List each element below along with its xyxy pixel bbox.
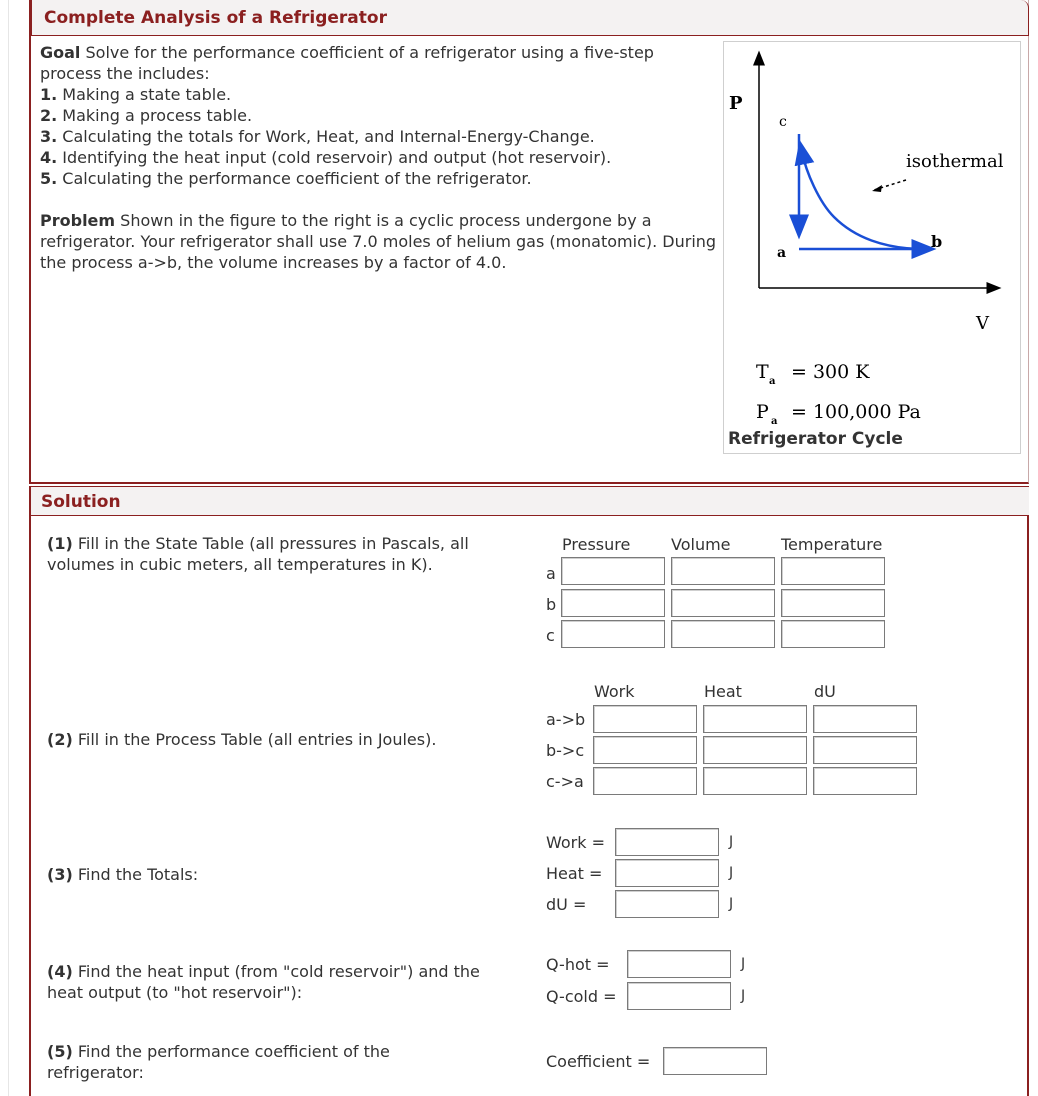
goal-step-num: 4.	[40, 148, 58, 167]
step-number: (1)	[47, 534, 73, 553]
process-bc-du-input[interactable]	[813, 736, 917, 764]
process-ca-du-input[interactable]	[813, 767, 917, 795]
goal-step-num: 5.	[40, 169, 58, 188]
pa-value: = 100,000 Pa	[791, 401, 921, 423]
goal-label: Goal	[40, 43, 81, 62]
ta-subscript: a	[769, 376, 776, 387]
point-b-label: b	[931, 232, 943, 251]
total-du-unit: J	[729, 896, 734, 912]
q-cold-label: Q-cold =	[546, 987, 617, 1006]
state-a-temperature-input[interactable]	[781, 557, 885, 585]
problem-section	[40, 210, 720, 273]
state-row-a-label: a	[546, 564, 556, 583]
process-col-work: Work	[594, 682, 635, 701]
step-text: Fill in the Process Table (all entries in Joules).	[72, 730, 437, 749]
state-col-temperature: Temperature	[781, 535, 883, 554]
goal-step-num: 3.	[40, 127, 58, 146]
pa-subscript: a	[771, 416, 778, 427]
volume-factor-value: 4.0	[475, 253, 502, 272]
goal-step-text: Calculating the performance coefficient of the refrigerator.	[57, 169, 532, 188]
step-text: Fill in the State Table (all pressures in Pascals, all volumes in cubic meters, all temperatures in K).	[47, 534, 469, 574]
isothermal-label: isothermal	[906, 151, 1004, 172]
step3-instructions	[47, 864, 527, 885]
step-text: Find the heat input (from "cold reservoir") and the heat output (to "hot reservoir"):	[47, 962, 480, 1002]
process-ca-work-input[interactable]	[593, 767, 697, 795]
q-hot-unit: J	[741, 956, 746, 972]
ta-value: = 300 K	[791, 361, 870, 383]
total-du-label: dU =	[546, 895, 587, 914]
process-ab-du-input[interactable]	[813, 705, 917, 733]
state-col-volume: Volume	[671, 535, 731, 554]
q-cold-input[interactable]	[627, 982, 731, 1010]
state-b-temperature-input[interactable]	[781, 589, 885, 617]
total-heat-unit: J	[729, 865, 734, 881]
goal-step-num: 2.	[40, 106, 58, 125]
process-ab-heat-input[interactable]	[703, 705, 807, 733]
pv-diagram	[724, 42, 1022, 455]
state-col-pressure: Pressure	[562, 535, 631, 554]
process-ab-work-input[interactable]	[593, 705, 697, 733]
process-row-bc-label: b->c	[546, 741, 585, 760]
p-axis-label: P	[729, 93, 743, 114]
process-col-heat: Heat	[704, 682, 742, 701]
goal-section	[40, 42, 720, 189]
isothermal-pointer-head	[872, 185, 882, 192]
process-row-ca-label: c->a	[546, 772, 584, 791]
state-a-pressure-input[interactable]	[561, 557, 665, 585]
ta-symbol: T	[756, 361, 769, 383]
coefficient-input[interactable]	[663, 1047, 767, 1075]
goal-step-text: Identifying the heat input (cold reservoir) and output (hot reservoir).	[57, 148, 612, 167]
q-hot-input[interactable]	[627, 950, 731, 978]
total-heat-label: Heat =	[546, 864, 603, 883]
step-text: Find the Totals:	[72, 865, 199, 884]
q-hot-label: Q-hot =	[546, 955, 610, 974]
step-number: (5)	[47, 1042, 73, 1061]
v-axis-label: V	[976, 313, 989, 334]
total-work-input[interactable]	[615, 828, 719, 856]
process-row-ab-label: a->b	[546, 710, 586, 729]
goal-step-text: Calculating the totals for Work, Heat, and Internal-Energy-Change.	[57, 127, 595, 146]
state-b-pressure-input[interactable]	[561, 589, 665, 617]
state-c-temperature-input[interactable]	[781, 620, 885, 648]
step5-instructions	[47, 1041, 477, 1083]
left-scroll-track	[8, 0, 9, 1096]
process-col-du: dU	[814, 682, 836, 701]
problem-label: Problem	[40, 211, 116, 230]
step-number: (3)	[47, 865, 73, 884]
step1-instructions	[47, 533, 527, 575]
pv-diagram-figure	[723, 41, 1021, 454]
point-c-label: c	[779, 114, 787, 130]
state-row-b-label: b	[546, 595, 557, 614]
goal-step-num: 1.	[40, 85, 58, 104]
step-number: (2)	[47, 730, 73, 749]
pa-symbol: P	[756, 401, 769, 423]
coefficient-label: Coefficient =	[546, 1052, 651, 1071]
total-work-unit: J	[729, 834, 734, 850]
state-c-pressure-input[interactable]	[561, 620, 665, 648]
goal-text: Solve for the performance coefficient of a refrigerator using a five-step process the includes:	[40, 43, 654, 83]
problem-text: moles of helium gas (monatomic). During the process a->b, the volume increases by a factor of	[40, 232, 717, 272]
point-a-label: a	[777, 245, 787, 261]
solution-title: Solution	[31, 486, 1029, 516]
goal-step-text: Making a process table.	[57, 106, 253, 125]
process-bc-heat-input[interactable]	[703, 736, 807, 764]
process-bc-work-input[interactable]	[593, 736, 697, 764]
step-text: Find the performance coefficient of the refrigerator:	[47, 1042, 390, 1082]
total-work-label: Work =	[546, 833, 606, 852]
step4-instructions	[47, 961, 517, 1003]
q-cold-unit: J	[741, 988, 746, 1004]
goal-step-text: Making a state table.	[57, 85, 232, 104]
moles-value: 7.0	[352, 232, 378, 251]
page-title: Complete Analysis of a Refrigerator	[31, 0, 1029, 36]
figure-caption: Refrigerator Cycle	[728, 429, 903, 449]
problem-text: Shown in the figure to the right is a cyclic process undergone by a refrigerator. Your refrigerator shall use	[40, 211, 652, 251]
state-row-c-label: c	[546, 626, 555, 645]
step-number: (4)	[47, 962, 73, 981]
problem-text: .	[501, 253, 507, 272]
total-du-input[interactable]	[615, 890, 719, 918]
state-b-volume-input[interactable]	[671, 589, 775, 617]
step2-instructions	[47, 729, 527, 750]
state-c-volume-input[interactable]	[671, 620, 775, 648]
state-a-volume-input[interactable]	[671, 557, 775, 585]
total-heat-input[interactable]	[615, 859, 719, 887]
process-ca-heat-input[interactable]	[703, 767, 807, 795]
